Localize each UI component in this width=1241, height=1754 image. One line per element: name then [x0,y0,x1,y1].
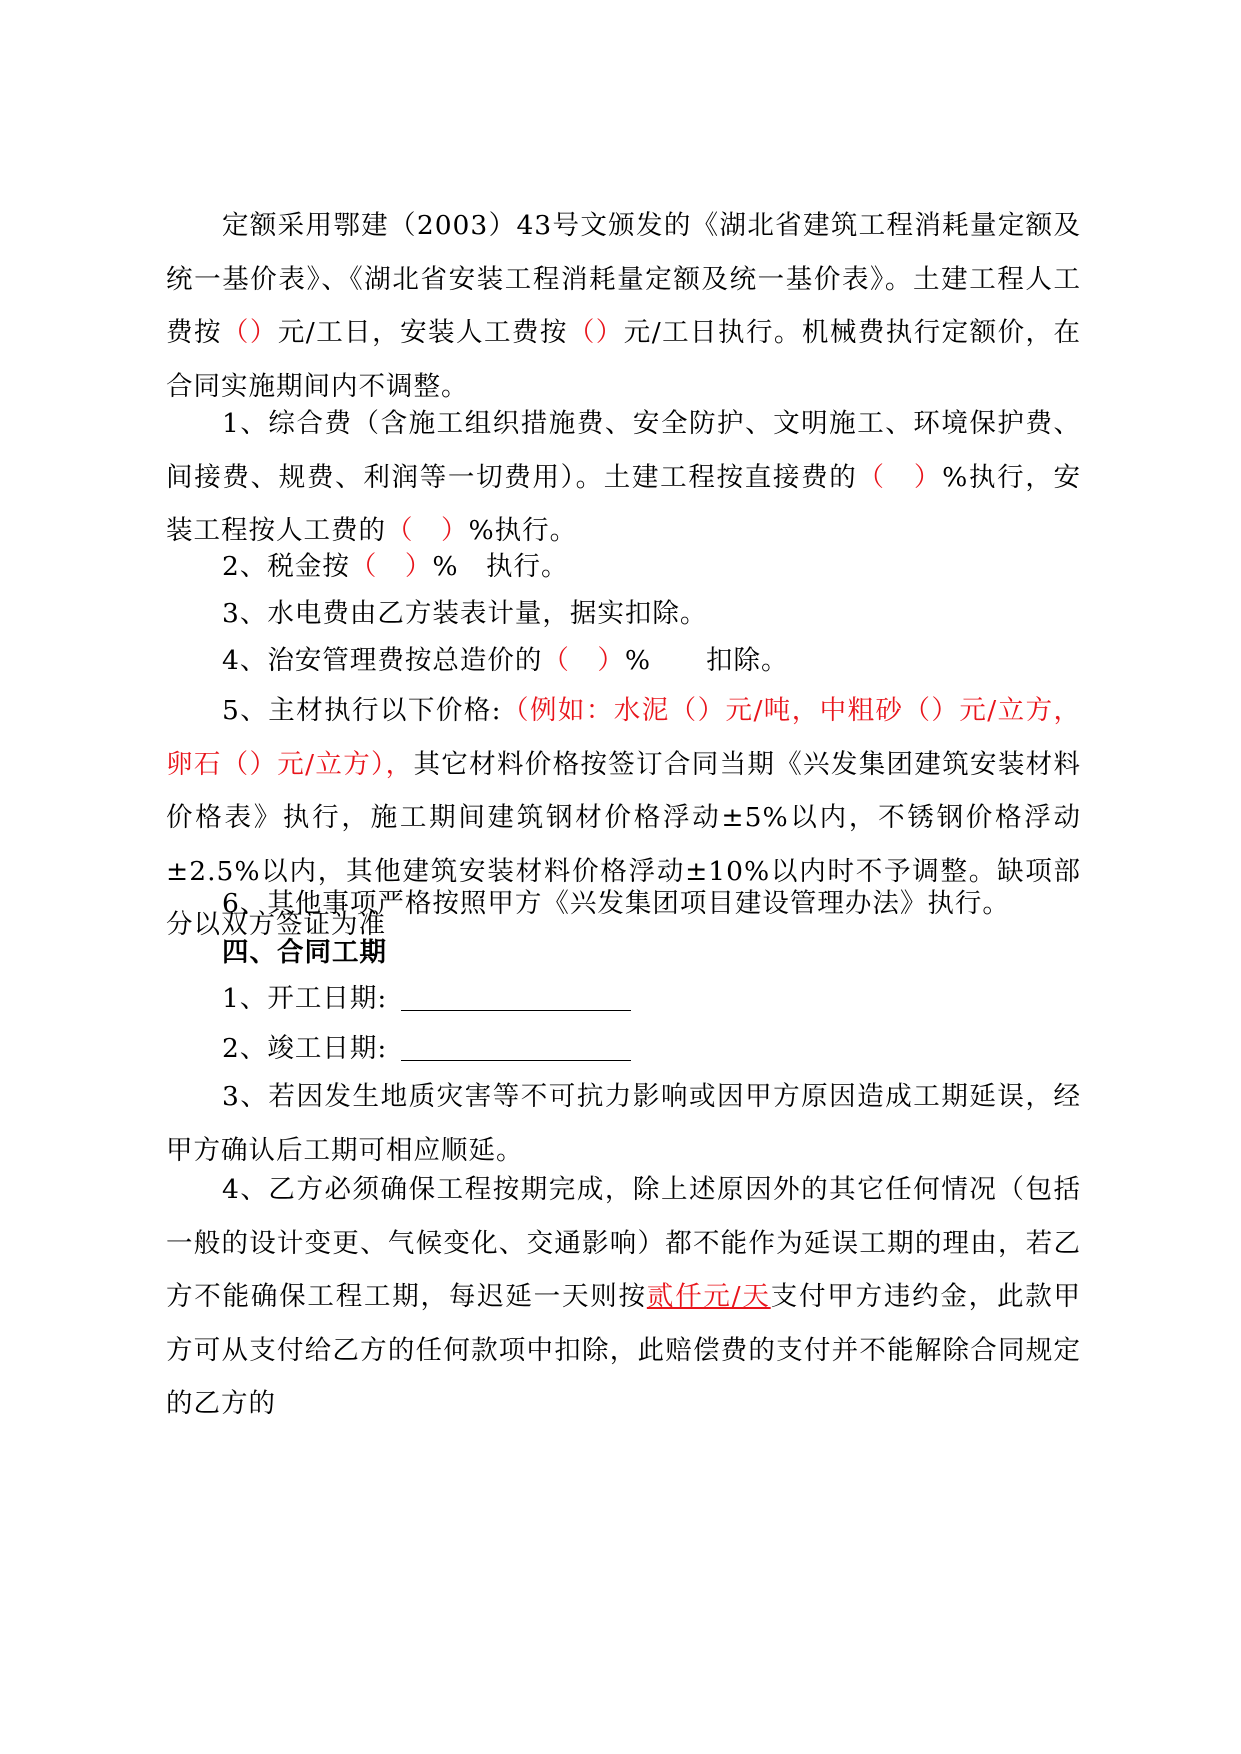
start-date-label: 1、开工日期: [222,983,388,1014]
quota-text: 元/工日，安装人工费按 [277,317,568,348]
tax-rate-blank: （ ） [349,551,433,582]
install-rate-blank: （） [567,317,624,348]
civil-rate-blank: （ ） [857,461,943,493]
end-date-label: 2、竣工日期: [222,1033,388,1064]
labor-rate-blank: （） [221,317,278,348]
penalty-text: 支付甲方违约金，此款甲方可从支付给乙方的任何款项中扣除，此赔偿费的支付并不能解除合同规定的乙方的 [166,1281,1082,1419]
item-2-text: % 执行。 [432,551,569,582]
item-5-text: 5、主材执行以下价格: [222,695,502,726]
item-2-paragraph [166,540,1081,594]
install-fee-blank: （ ） [386,515,469,546]
penalty-amount: 贰仟元/天 [646,1281,771,1312]
item-1-text: %执行。 [468,515,578,546]
item-3-paragraph [166,587,1081,641]
item-1-text: %执行，安装工程按人工费的 [166,461,1082,546]
section-4-item-4 [166,1163,1081,1431]
material-price-example: （例如：水泥（）元/吨，中粗砂（）元/立方，卵石（）元/立方）， [166,695,1081,780]
end-date-blank [401,1034,631,1062]
item-5-text: 其它材料价格按签订合同当期《兴发集团建筑安装材料价格表》执行，施工期间建筑钢材价格浮动±5%以内，不锈钢价格浮动±2.5%以内，其他建筑安装材料价格浮动±10%以内时不予调整。缺项部分以双方签证为准 [166,748,1082,940]
item-4-text: % 扣除。 [624,645,789,676]
item-6-paragraph [166,877,1081,931]
section-4-item-3 [166,1070,1081,1177]
quota-paragraph [166,199,1081,413]
item-1-text: 1、综合费（含施工组织措施费、安全防护、文明施工、环境保护费、间接费、规费、利润等一切费用）。土建工程按直接费的 [166,408,1081,493]
section-heading-text: 四、合同工期 [222,937,387,968]
security-fee-blank: （ ） [542,645,625,676]
quota-text: 定额采用鄂建（2003）43号文颁发的《湖北省建筑工程消耗量定额及统一基价表》、《湖北省安装工程消耗量定额及统一基价表》。土建工程人工费按 [166,210,1081,348]
item-2-text: 2、税金按 [222,551,350,582]
item-4-text: 4、治安管理费按总造价的 [222,645,543,676]
start-date-blank [401,984,631,1012]
item-3-text: 3、水电费由乙方装表计量，据实扣除。 [222,598,708,629]
end-date-line [166,1022,1081,1076]
delay-text: 3、若因发生地质灾害等不可抗力影响或因甲方原因造成工期延误，经甲方确认后工期可相应顺延。 [166,1081,1081,1166]
item-4-paragraph [166,634,1081,688]
item-1-paragraph [166,397,1081,558]
penalty-text: 4、乙方必须确保工程按期完成，除上述原因外的其它任何情况（包括一般的设计变更、气候变化、交通影响）都不能作为延误工期的理由，若乙方不能确保工程工期，每迟延一天则按 [166,1174,1081,1312]
start-date-line [166,972,1081,1026]
item-6-text: 6、其他事项严格按照甲方《兴发集团项目建设管理办法》执行。 [222,888,1010,919]
quota-text: 元/工日执行。机械费执行定额价，在合同实施期间内不调整。 [166,317,1082,402]
